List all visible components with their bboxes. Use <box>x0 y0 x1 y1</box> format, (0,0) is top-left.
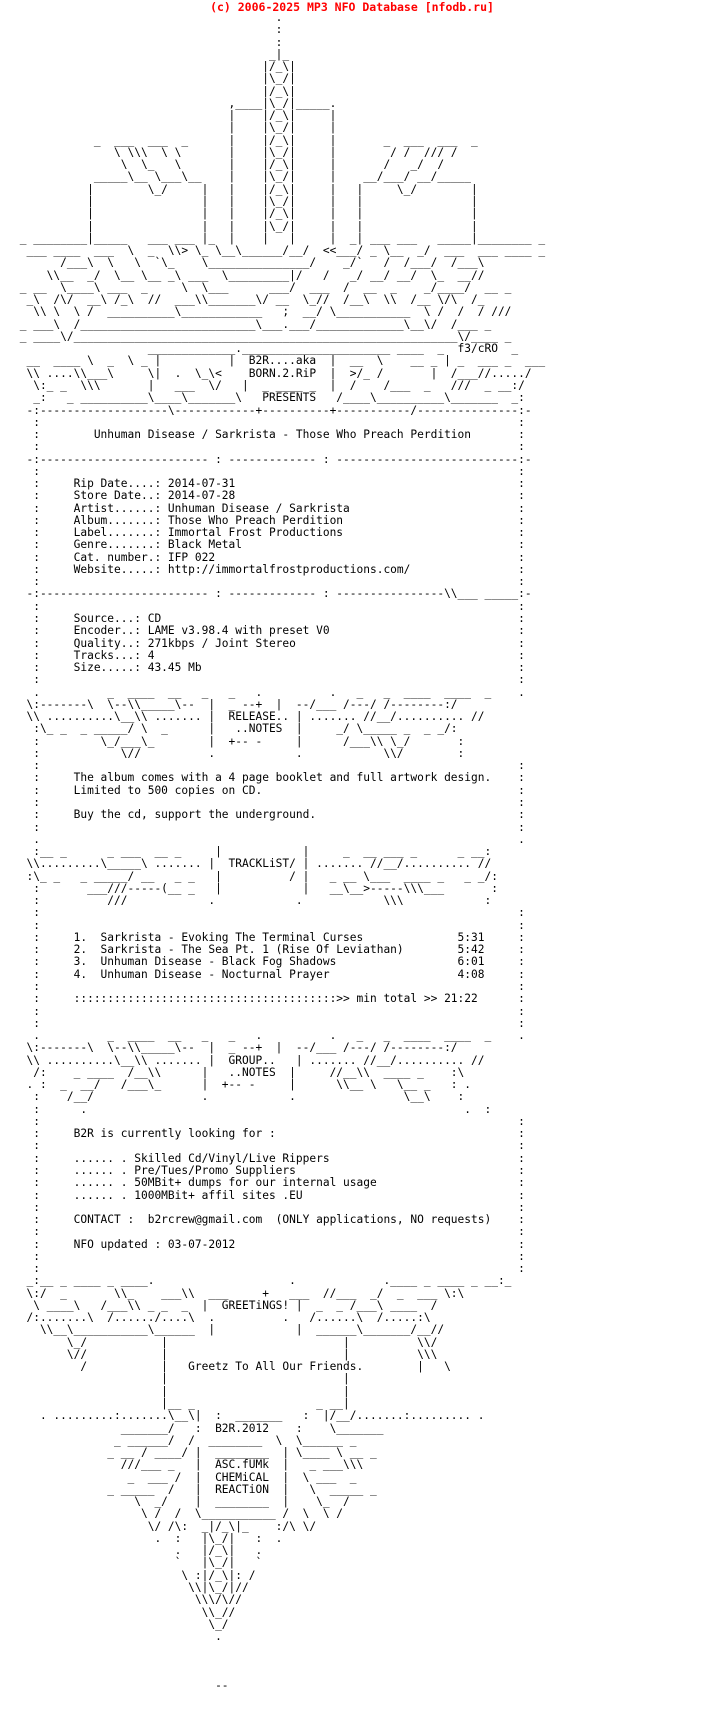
copyright-banner: (c) 2006-2025 MP3 NFO Database [nfodb.ru] <box>210 0 494 14</box>
nfo-ascii-art: . : : _|_ |/_\| |\_/| |/_\| ,____|\_/|_____. | |/_\| | | |\_/| | _ ___ ___ _ | |/_\| | _ ___ ___ _ \ \\\ \ \ | |\_/| | / / /// / \ \_ \ | |/_\| | / _/ / _____\__ \___\__ | |\_/| | __/___/ __/_____ | \_/ | | |/_\| | | \_/ | | | | |\_/| | | | | | | |/_\| | | | | | | |\_/| | | | _ ________|_____ ___ ___ |_ | | | | _| ___ ___ _____|________ _ ___ ____ ___ \ _ \\> \_ \__\______/__/ <<___/ _ \__ _/ ___ ___ ____ _ /___\ \ \ `\_ \_______________/ _/` / /___/ /___\ \\__ _/ \__ \__ _\ ___ \_________|/ / _/ __/ __/ \_ __// _ __ \____\ ___ _ \ \___ ___/ ___ / __ _ _/____/ __ _ _\ /\/ __\ /_\ // ___\\_______\/ __ \_// /__\ \\ /__ \/\ /_ \\ \ \ / __________\____________ ; __/ \___________ \ / / / /// _ ___\ /__________________________\___.___/_____________\__\/ /___ _ _ ____\/_________________________________________________________\/____ _ _____________.______________________ ____ _ f3/cRO _ __ ____ \ _ \ _ | | B2R....aka | __ \ __ _ | _ ___ _ ___ \\ ....\\___\ \| . \_\< BORN.2.RiP | >/_ / | /___//...../ \:_ _ \\\ | ___ \/ | _ ____ _ | / /___ _ /// _ __:/ _: _ __________\____\_______\ PRESENTS /____\__________\_______ _: -:-------------------\------------+----------+-----------/---------------:- : : : Unhuman Disease / Sarkrista - Those Who Preach Perdition : : : -:------------------------- : ------------- : ---------------------------:- : : : Rip Date....: 2014-07-31 : : Store Date..: 2014-07-28 : : Artist......: Unhuman Disease / Sarkrista : : Album.......: Those Who Preach Perdition : : Label.......: Immortal Frost Productions : : Genre.......: Black Metal : : Cat. number.: IFP 022 : : Website.....: http://immortalfrostproductions.com/ : : : -:------------------------- : ------------- : ----------------\\___ _____:- : : : Source...: CD : : Encoder..: LAME v3.98.4 with preset V0 : : Quality..: 271kbps / Joint Stereo : : Tracks...: 4 : : Size.....: 43.45 Mb : : : . _ ____ __ _ _ . . _ _ ____ ____ _ . \:-------\ \--\\_____\-- | _ --+ | --/___ /---/ /--------:/ \\ ..........\__\\ ....... | RELEASE.. | ....... //__/.......... // :\_ _ _ _____/ \ _ | ..NOTES | _/ \_____ _ _ _/: : \_/___\_ | +-- - | /___\\ \_/ : : \// . . \\/ : : : : The album comes with a 4 page booklet and full artwork design. : : Limited to 500 copies on CD. : : : : Buy the cd, support the underground. : : : . . :__ _ _ ___ __ _ | | _ __ ___ _ _ __: \\.........\_____\ ....... | TRACKLiST/ | ....... //__/.......... // :\_ _ _ _____/ __ _ _ | / | _ __ \___ ____ _ _ _/: : ___///-----(__ _ | | __\__>-----\\\___ : : /// . . \\\ : : : : : : 1. Sarkrista - Evoking The Terminal Curses 5:31 : : 2. Sarkrista - The Sea Pt. 1 (Rise Of Leviathan) 5:42 : : 3. Unhuman Disease - Black Fog Shadows 6:01 : : 4. Unhuman Disease - Nocturnal Prayer 4:08 : : : : :::::::::::::::::::::::::::::::::::::::>> min total >> 21:22 : : : : : . _ ____ __ _ _ . . _ _ ____ ____ _ . \:-------\ \--\\_____\-- | _ --+ | --/___ /---/ /--------:/ \\ ..........\__\\ ....... | GROUP.. | ....... //__/.......... // /: _ ____ /__\\ | ..NOTES | //__\\ ____ _ :\ . : _ __/ /___\_ | +-- - | \\__ \ \__ _ : . : /__/ . . \__\ : : . . : : : : B2R is currently looking for : : : : : ...... . Skilled Cd/Vinyl/Live Rippers : : ...... . Pre/Tues/Promo Suppliers : : ...... . 50MBit+ dumps for our internal usage : : ...... . 1000MBit+ affil sites .EU : : : : CONTACT : b2rcrew@gmail.com (ONLY applications, NO requests) : : : : NFO updated : 03-07-2012 : : : : : _:__ _ ____ _ ____. . .____ _ ____ _ __:_ \:/ _ \\_ ___\\ ___ + ___ //___ _/ _ ___ \:\ \ ____\ /___\\ _ _ _ | GREETiNGS! | _ _ /___\ ____ / /:.......\ /....../....\ . . /......\ /.....:\ \\__\___________\______ | | ______\_______/__// \_/ | | \\/ \// | | \\\ / | Greetz To All Our Friends. | \ | | | | |__ _ _ __| . .........:.......\__\| : _______ : |/__/.......:......... . _______/ : B2R.2012 : \_______ _ ______/ / ________ \ \______ _ _ __ / ____/ | ________ | \____ \ __ _ ///___ _ | ASC.fUMk | _ ___\\\ _ ___ / | CHEMiCAL | \ ___ _ _ _____ / | REACTiON | \ _____ _ \ _/ | ________ | \_ / \ / / \___________ / \ \ / \/ /\: _|/_\|_ :/\ \/ . : |\_/| : . . |/_\| . ` |\_/| ` \ :|/_\|: / \\|\_/|// \\\/\// \\_// \_/ . -- <box>19 11 546 1693</box>
